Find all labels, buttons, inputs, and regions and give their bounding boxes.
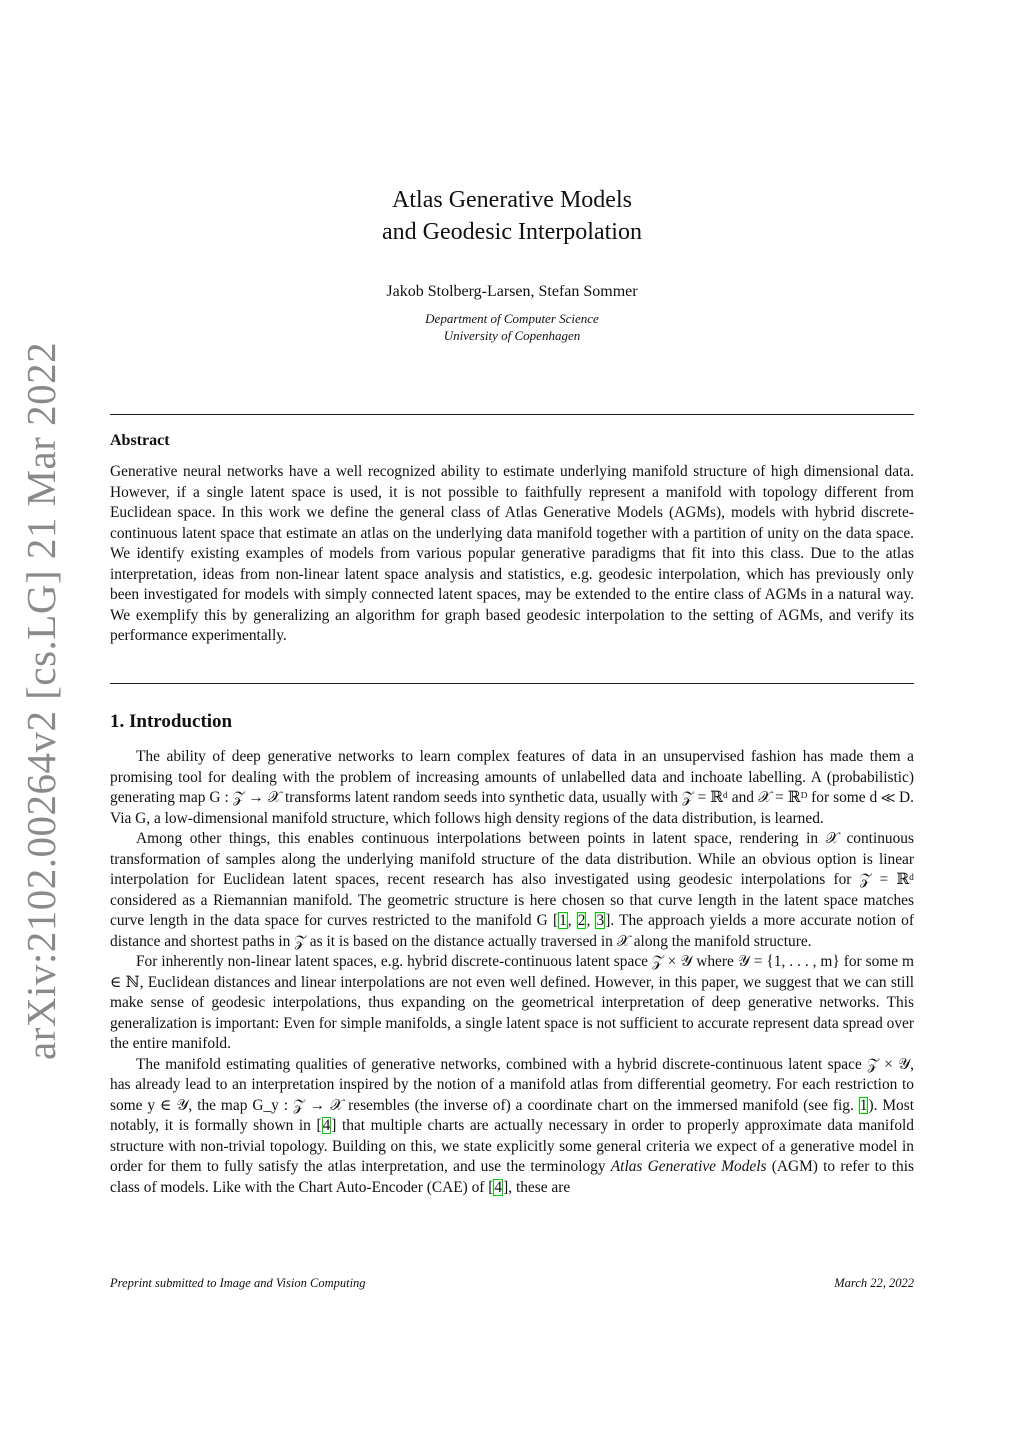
abstract-bottom-rule (110, 683, 914, 684)
arxiv-identifier: arXiv:2102.00264v2 [cs.LG] 21 Mar 2022 (18, 341, 64, 1060)
page-footer (110, 1276, 914, 1291)
introduction-heading: 1. Introduction (110, 711, 233, 732)
abstract (110, 432, 914, 647)
abstract-top-rule (110, 414, 914, 415)
citation-link[interactable]: 3 (596, 912, 605, 929)
citation-link[interactable]: 2 (577, 912, 586, 929)
intro-paragraph-1: The ability of deep generative networks to learn complex features of data in an unsupervised fashion has made them a promising tool for dealing with the problem of increasing amounts of unlabelled data and inchoate labelling. A (probabilistic) generating map G : 𝒵 → 𝒳 transforms latent random seeds into synthetic data, usually with 𝒵 = ℝᵈ and 𝒳 = ℝᴰ for some d ≪ D. Via G, a low-dimensional manifold structure, which follows high density regions of the data distribution, is learned. (110, 748, 914, 827)
abstract-text: Generative neural networks have a well recognized ability to estimate underlying manifold structure of high dimensional data. However, if a single latent space is used, it is not possible to faithfully represent a manifold with topology different from Euclidean space. In this work we define the general class of Atlas Generative Models (AGMs), models with hybrid discrete-continuous latent space that estimate an atlas on the underlying data manifold together with a partition of unity on the data space. We identify existing examples of models from various popular generative paradigms that fit into this class. Due to the atlas interpretation, ideas from non-linear latent space analysis and statistics, e.g. geodesic interpolation, which has previously only been investigated for models with simply connected latent spaces, may be extended to the entire class of AGMs in a natural way. We exemplify this by generalizing an algorithm for graph based geodesic interpolation to the setting of AGMs, and verify its performance experimentally. (110, 463, 914, 644)
footer-preprint-note: Preprint submitted to Image and Vision Computing (110, 1276, 366, 1290)
citation-link[interactable]: 1 (559, 912, 567, 929)
intro-paragraph-4: The manifold estimating qualities of generative networks, combined with a hybrid discrete-continuous latent space 𝒵 × 𝒴, has already lead to an interpretation inspired by the notion of a manifold atlas from differential geometry. For each restriction to some y ∈ 𝒴, the map G_y : 𝒵 → 𝒳 resembles (the inverse of) a coordinate chart on the immersed manifold (see fig. 1). Most notably, it is formally shown in [4] that multiple charts are actually necessary in order to properly approximate data manifold structure with non-trivial topology. Building on this, we state explicitly some general criteria we expect of a generative model in order for them to fully satisfy the atlas interpretation, and use the terminology Atlas Generative Models (AGM) to refer to this class of models. Like with the Chart Auto-Encoder (CAE) of [4], these are (110, 1055, 915, 1196)
citation-link[interactable]: 4 (494, 1178, 503, 1196)
intro-paragraph-2: Among other things, this enables continuous interpolations between points in latent space, rendering in 𝒳 continuous transformation of samples along the underlying manifold structure of the data distribution. While an obvious option is linear interpolation for Euclidean latent spaces, recent research has also investigated using geodesic interpolations for 𝒵 = ℝᵈ considered as a Riemannian manifold. The geometric structure is here chosen so that curve length in the latent space matches curve length in the data space for curves restricted to the manifold G [1, 2, 3]. The approach yields a more accurate notion of distance and shortest paths in 𝒵 as it is based on the distance actually traversed in 𝒳 along the manifold structure. (110, 830, 914, 950)
affiliation-university: University of Copenhagen (443, 328, 581, 343)
footer-date: March 22, 2022 (834, 1276, 914, 1290)
introduction-section (110, 711, 914, 1198)
authors: Jakob Stolberg-Larsen, Stefan Sommer (386, 283, 638, 300)
figure-link[interactable]: 1 (859, 1096, 868, 1114)
intro-paragraph-3: For inherently non-linear latent spaces, e.g. hybrid discrete-continuous latent space 𝒵 × 𝒴 where 𝒴 = {1, . . . , m} for some m ∈ ℕ, Euclidean distances and linear interpolations are not even well defined. However, in this paper, we suggest that we can still make sense of geodesic interpolations, thus expanding on the geometrical interpretation of deep generative networks. This generalization is important: Even for simple manifolds, a single latent space is not sufficient to accurate represent data spread over the entire manifold. (110, 953, 914, 1052)
paper-title-line-2: and Geodesic Interpolation (382, 219, 642, 245)
paper-title-line-1: Atlas Generative Models (392, 187, 632, 213)
affiliation-department: Department of Computer Science (425, 311, 599, 326)
citation-link[interactable]: 4 (322, 1117, 331, 1134)
abstract-heading: Abstract (110, 432, 170, 449)
title-block (110, 184, 914, 344)
